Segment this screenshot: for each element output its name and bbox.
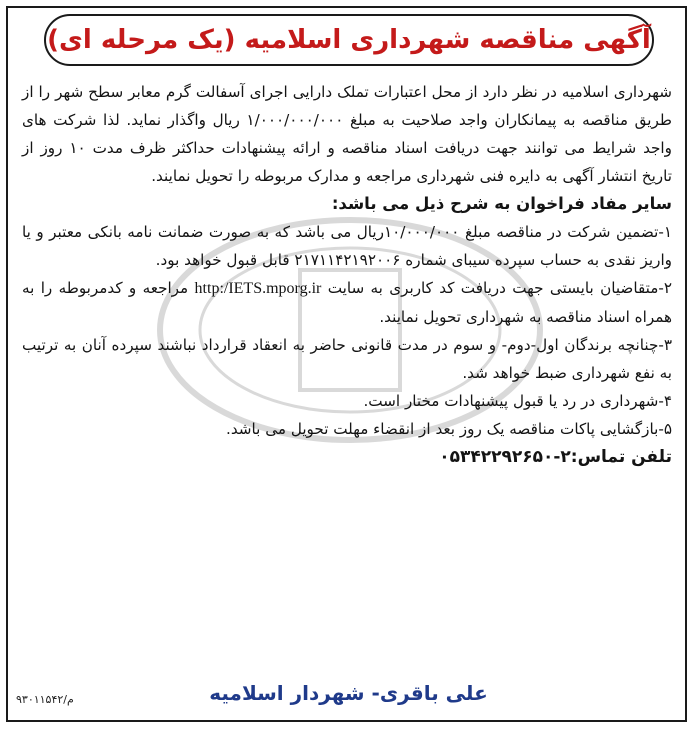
intro-paragraph: شهرداری اسلامیه در نظر دارد از محل اعتبارات تملک دارایی اجرای آسفالت گرم معابر سطح شهر را از طریق مناقصه به پیمانکاران واجد صلاحیت به مبلغ ۱/۰۰۰/۰۰۰/۰۰۰ ریال واگذار نماید. لذا شرکت های واجد شرایط می توانند جهت دریافت اسناد مناقصه و ارائه پیشنهادات حداکثر ظرف مدت ۱۰ روز از تاریخ انتشار آگهی به دایره فنی شهرداری مراجعه و مدارک مربوطه را تحویل نمایند.	[22, 83, 672, 185]
item-1: ۱-تضمین شرکت در مناقصه مبلغ ۱۰/۰۰۰/۰۰۰ریال می باشد که به صورت ضمانت نامه بانکی معتبر و یا واریز نقدی به حساب سپرده سیبای شماره ۲۱۷۱۱۴۲۱۹۲۰۰۶ قابل قبول خواهد بود.	[22, 223, 672, 269]
item-4: ۴-شهرداری در رد یا قبول پیشنهادات مختار است.	[363, 392, 672, 410]
section-heading: سایر مفاد فراخوان به شرح ذیل می باشد:	[331, 194, 672, 213]
item-3: ۳-چنانچه برندگان اول-دوم- و سوم در مدت قانونی حاضر به انعقاد قرارداد نباشند سپرده آنان به ترتیب به نفع شهرداری ضبط خواهد شد.	[22, 336, 672, 382]
reference-code: م/۹۳۰۱۱۵۴۲	[16, 693, 74, 706]
item-5: ۵-بازگشایی پاکات مناقصه یک روز بعد از انقضاء مهلت تحویل می باشد.	[226, 420, 672, 438]
notice-body	[22, 78, 672, 471]
item-2	[22, 274, 672, 331]
item-2-text-continued: مراجعه و کدمربوطه را به همراه اسناد مناقصه به شهرداری تحویل نمایند.	[22, 279, 672, 326]
signature: علی باقری- شهردار اسلامیه	[209, 681, 488, 705]
notice-title: آگهی مناقصه شهرداری اسلامیه (یک مرحله ای)	[47, 25, 651, 55]
notice-header	[44, 14, 654, 66]
item-2-website[interactable]: http:/IETS.mporg.ir	[194, 280, 322, 297]
item-2-text: ۲-متقاضیان بایستی جهت دریافت کد کاربری به سایت	[327, 279, 673, 297]
contact-phone: تلفن تماس:۲-۰۵۳۴۲۲۹۲۶۵۰	[439, 447, 672, 467]
